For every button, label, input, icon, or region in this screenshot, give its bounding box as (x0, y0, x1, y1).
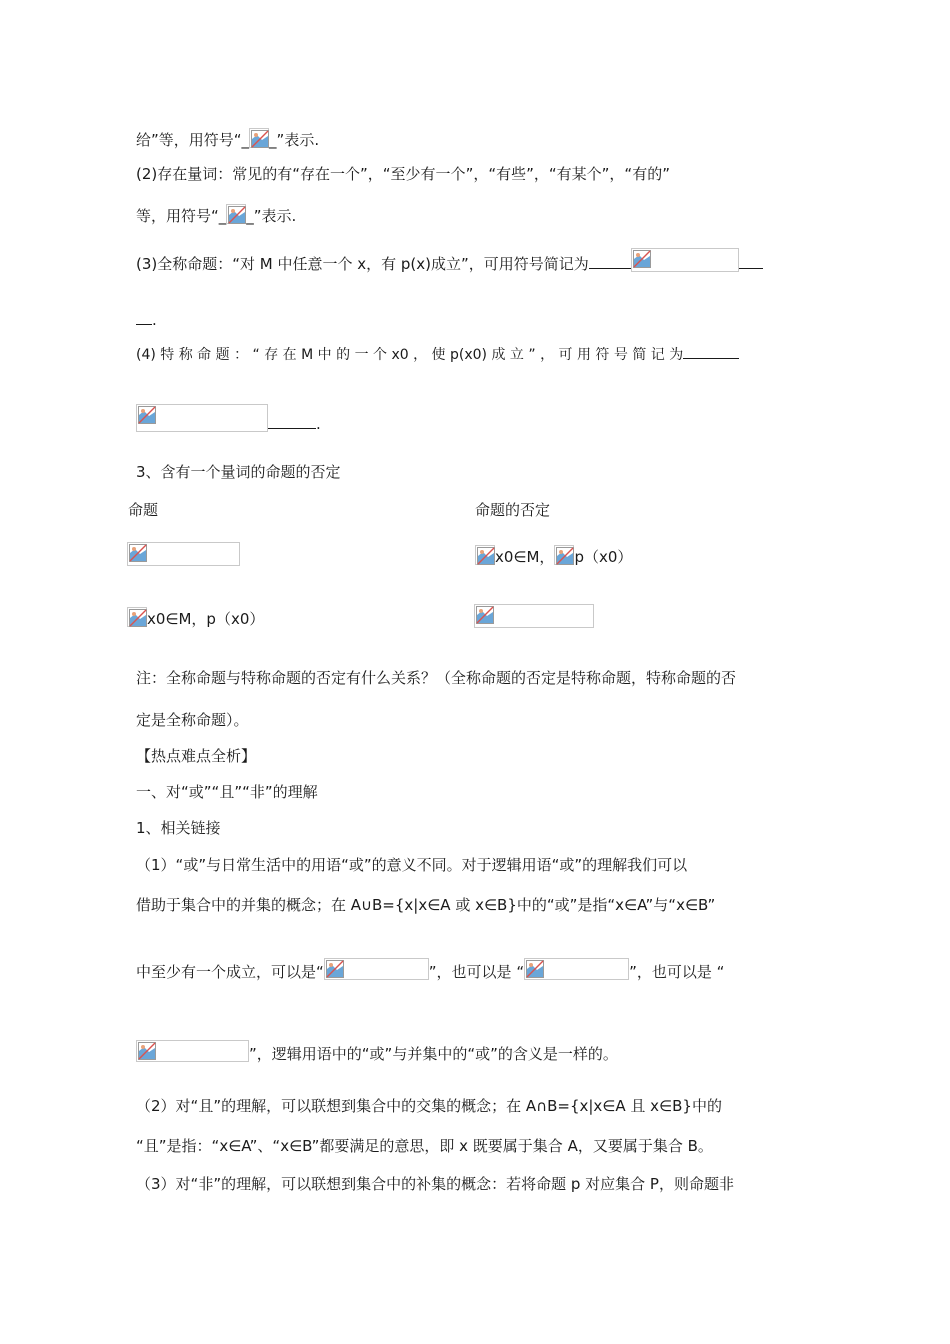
broken-image-icon (476, 606, 494, 624)
text: 给”等，用符号“_ (136, 131, 250, 149)
broken-image-icon (228, 206, 246, 224)
text: x0∈M， (495, 548, 555, 566)
image-placeholder (136, 404, 268, 432)
image-placeholder (127, 542, 240, 566)
text-line (136, 404, 321, 434)
broken-image-icon (138, 406, 156, 424)
text: _”表示. (246, 207, 297, 225)
broken-image-icon (251, 130, 269, 148)
section-heading: 3、含有一个量词的命题的否定 (136, 463, 341, 481)
image-placeholder (226, 204, 246, 224)
broken-image-icon (556, 547, 574, 565)
image-placeholder (249, 128, 269, 148)
broken-image-icon (633, 250, 651, 268)
text-line (136, 344, 739, 365)
text: (3)全称命题：“对 M 中任意一个 x，有 p(x)成立”，可用符号简记为 (136, 255, 589, 273)
image-placeholder (474, 604, 594, 628)
image-placeholder (127, 607, 147, 627)
image-placeholder (324, 958, 429, 980)
text-line: （3）对“非”的理解，可以联想到集合中的补集的概念：若将命题 p 对应集合 P，则命题非 (136, 1175, 734, 1193)
fill-blank (683, 344, 739, 359)
text-line (136, 248, 763, 274)
column-header-right: 命题的否定 (475, 501, 551, 519)
text-line: （2）对“且”的理解，可以联想到集合中的交集的概念；在 A∩B={x|x∈A 且 x∈B}中的 (136, 1097, 722, 1115)
text: _”表示. (269, 131, 320, 149)
broken-image-icon (526, 960, 544, 978)
text: (4) 特 称 命 题 ： “ 存 在 M 中 的 一 个 x0 ， 使 p(x0) 成 立 ” ， 可 用 符 号 简 记 为 (136, 347, 684, 363)
image-placeholder (475, 545, 495, 565)
fill-blank (589, 254, 631, 269)
text: ”，也可以是 “ (428, 963, 525, 981)
text-line: 定是全称命题）。 (136, 711, 249, 729)
text-line (136, 128, 319, 150)
broken-image-icon (138, 1042, 156, 1060)
text: p（x0） (574, 548, 633, 566)
fill-blank (268, 414, 316, 429)
table-cell (475, 545, 632, 567)
text-line: “且”是指：“x∈A”、“x∈B”都要满足的意思，即 x 既要属于集合 A，又要属于集合 B。 (136, 1137, 713, 1155)
text-line: （1）“或”与日常生活中的用语“或”的意义不同。对于逻辑用语“或”的理解我们可以 (136, 856, 688, 874)
fill-blank (739, 254, 763, 269)
column-header-left: 命题 (128, 501, 159, 519)
section-heading: 【热点难点全析】 (136, 747, 257, 765)
table-cell (127, 542, 240, 568)
text: . (316, 415, 321, 433)
section-heading: 1、相关链接 (136, 819, 221, 837)
text: x0∈M，p（x0） (147, 610, 265, 628)
broken-image-icon (129, 609, 147, 627)
text-line (136, 310, 157, 330)
text: . (152, 311, 157, 329)
text: 中至少有一个成立，可以是“ (136, 963, 324, 981)
text-line (136, 204, 296, 226)
text-line: 注：全称命题与特称命题的否定有什么关系？（全称命题的否定是特称命题，特称命题的否 (136, 669, 737, 687)
text: 等，用符号“_ (136, 207, 227, 225)
table-cell (474, 604, 594, 630)
text: ”，也可以是 “ (629, 963, 725, 981)
broken-image-icon (326, 960, 344, 978)
table-cell (127, 607, 264, 629)
text-line: 借助于集合中的并集的概念；在 A∪B={x|x∈A 或 x∈B}中的“或”是指“x∈A”与“x∈B” (136, 896, 716, 914)
section-heading: 一、对“或”“且”“非”的理解 (136, 783, 318, 801)
broken-image-icon (477, 547, 495, 565)
text-line: (2)存在量词：常见的有“存在一个”，“至少有一个”，“有些”，“有某个”，“有的” (136, 165, 670, 183)
broken-image-icon (129, 544, 147, 562)
text-line (136, 1040, 618, 1064)
image-placeholder (554, 545, 574, 565)
image-placeholder (136, 1040, 249, 1062)
text-line (136, 958, 724, 982)
image-placeholder (524, 958, 629, 980)
image-placeholder (631, 248, 739, 272)
text: ”，逻辑用语中的“或”与并集中的“或”的含义是一样的。 (249, 1045, 618, 1063)
fill-blank (136, 310, 152, 325)
